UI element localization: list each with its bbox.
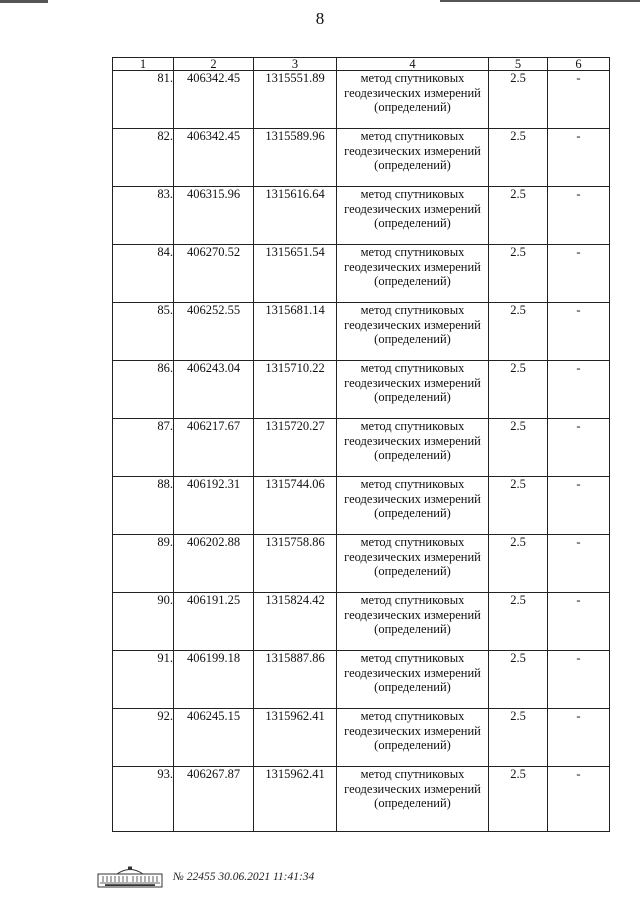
column-header-6: 6 xyxy=(548,58,610,71)
table-row xyxy=(113,71,610,129)
method-cell: метод спутниковых геодезических измерений (определений) xyxy=(337,129,489,187)
method-cell: метод спутниковых геодезических измерений (определений) xyxy=(337,303,489,361)
table-row xyxy=(113,709,610,767)
column-header-2: 2 xyxy=(174,58,254,71)
note-cell: - xyxy=(548,767,610,832)
scan-mark xyxy=(0,0,48,3)
point-number-cell: 92. xyxy=(113,709,174,767)
y-coordinate-cell: 1315887.86 xyxy=(254,651,337,709)
accuracy-cell: 2.5 xyxy=(489,129,548,187)
table-row xyxy=(113,245,610,303)
y-coordinate-cell: 1315681.14 xyxy=(254,303,337,361)
header-row xyxy=(113,58,610,71)
accuracy-cell: 2.5 xyxy=(489,593,548,651)
note-cell: - xyxy=(548,535,610,593)
point-number-cell: 85. xyxy=(113,303,174,361)
y-coordinate-cell: 1315589.96 xyxy=(254,129,337,187)
table-row xyxy=(113,651,610,709)
note-cell: - xyxy=(548,129,610,187)
x-coordinate-cell: 406270.52 xyxy=(174,245,254,303)
note-cell: - xyxy=(548,709,610,767)
column-header-1: 1 xyxy=(113,58,174,71)
method-cell: метод спутниковых геодезических измерений (определений) xyxy=(337,767,489,832)
table-row xyxy=(113,593,610,651)
document-footer xyxy=(97,866,314,888)
table-row xyxy=(113,535,610,593)
point-number-cell: 93. xyxy=(113,767,174,832)
y-coordinate-cell: 1315710.22 xyxy=(254,361,337,419)
point-number-cell: 88. xyxy=(113,477,174,535)
x-coordinate-cell: 406217.67 xyxy=(174,419,254,477)
method-cell: метод спутниковых геодезических измерений (определений) xyxy=(337,187,489,245)
table-row xyxy=(113,477,610,535)
building-emblem-icon xyxy=(97,866,163,888)
accuracy-cell: 2.5 xyxy=(489,651,548,709)
table-row xyxy=(113,767,610,832)
y-coordinate-cell: 1315824.42 xyxy=(254,593,337,651)
x-coordinate-cell: 406252.55 xyxy=(174,303,254,361)
y-coordinate-cell: 1315551.89 xyxy=(254,71,337,129)
point-number-cell: 83. xyxy=(113,187,174,245)
method-cell: метод спутниковых геодезических измерений (определений) xyxy=(337,477,489,535)
point-number-cell: 87. xyxy=(113,419,174,477)
x-coordinate-cell: 406245.15 xyxy=(174,709,254,767)
accuracy-cell: 2.5 xyxy=(489,245,548,303)
point-number-cell: 90. xyxy=(113,593,174,651)
table-row xyxy=(113,187,610,245)
coordinates-table xyxy=(112,57,610,832)
accuracy-cell: 2.5 xyxy=(489,767,548,832)
method-cell: метод спутниковых геодезических измерений (определений) xyxy=(337,535,489,593)
x-coordinate-cell: 406191.25 xyxy=(174,593,254,651)
y-coordinate-cell: 1315962.41 xyxy=(254,767,337,832)
y-coordinate-cell: 1315962.41 xyxy=(254,709,337,767)
column-header-3: 3 xyxy=(254,58,337,71)
note-cell: - xyxy=(548,651,610,709)
y-coordinate-cell: 1315758.86 xyxy=(254,535,337,593)
method-cell: метод спутниковых геодезических измерений (определений) xyxy=(337,651,489,709)
point-number-cell: 84. xyxy=(113,245,174,303)
x-coordinate-cell: 406315.96 xyxy=(174,187,254,245)
x-coordinate-cell: 406267.87 xyxy=(174,767,254,832)
x-coordinate-cell: 406342.45 xyxy=(174,129,254,187)
accuracy-cell: 2.5 xyxy=(489,477,548,535)
method-cell: метод спутниковых геодезических измерений (определений) xyxy=(337,361,489,419)
document-number-stamp: № 22455 30.06.2021 11:41:34 xyxy=(173,871,315,883)
y-coordinate-cell: 1315744.06 xyxy=(254,477,337,535)
accuracy-cell: 2.5 xyxy=(489,71,548,129)
accuracy-cell: 2.5 xyxy=(489,535,548,593)
point-number-cell: 82. xyxy=(113,129,174,187)
note-cell: - xyxy=(548,187,610,245)
note-cell: - xyxy=(548,361,610,419)
accuracy-cell: 2.5 xyxy=(489,709,548,767)
y-coordinate-cell: 1315651.54 xyxy=(254,245,337,303)
point-number-cell: 89. xyxy=(113,535,174,593)
x-coordinate-cell: 406243.04 xyxy=(174,361,254,419)
method-cell: метод спутниковых геодезических измерений (определений) xyxy=(337,593,489,651)
point-number-cell: 91. xyxy=(113,651,174,709)
accuracy-cell: 2.5 xyxy=(489,419,548,477)
x-coordinate-cell: 406342.45 xyxy=(174,71,254,129)
y-coordinate-cell: 1315720.27 xyxy=(254,419,337,477)
method-cell: метод спутниковых геодезических измерений (определений) xyxy=(337,245,489,303)
point-number-cell: 86. xyxy=(113,361,174,419)
x-coordinate-cell: 406199.18 xyxy=(174,651,254,709)
note-cell: - xyxy=(548,71,610,129)
method-cell: метод спутниковых геодезических измерений (определений) xyxy=(337,71,489,129)
table-row xyxy=(113,303,610,361)
accuracy-cell: 2.5 xyxy=(489,303,548,361)
table-row xyxy=(113,419,610,477)
page-number: 8 xyxy=(315,9,325,28)
scan-mark xyxy=(440,0,640,2)
y-coordinate-cell: 1315616.64 xyxy=(254,187,337,245)
x-coordinate-cell: 406192.31 xyxy=(174,477,254,535)
accuracy-cell: 2.5 xyxy=(489,361,548,419)
column-header-5: 5 xyxy=(489,58,548,71)
note-cell: - xyxy=(548,303,610,361)
note-cell: - xyxy=(548,593,610,651)
column-header-4: 4 xyxy=(337,58,489,71)
note-cell: - xyxy=(548,419,610,477)
table-row xyxy=(113,361,610,419)
table-row xyxy=(113,129,610,187)
method-cell: метод спутниковых геодезических измерений (определений) xyxy=(337,419,489,477)
method-cell: метод спутниковых геодезических измерений (определений) xyxy=(337,709,489,767)
note-cell: - xyxy=(548,477,610,535)
note-cell: - xyxy=(548,245,610,303)
x-coordinate-cell: 406202.88 xyxy=(174,535,254,593)
accuracy-cell: 2.5 xyxy=(489,187,548,245)
point-number-cell: 81. xyxy=(113,71,174,129)
